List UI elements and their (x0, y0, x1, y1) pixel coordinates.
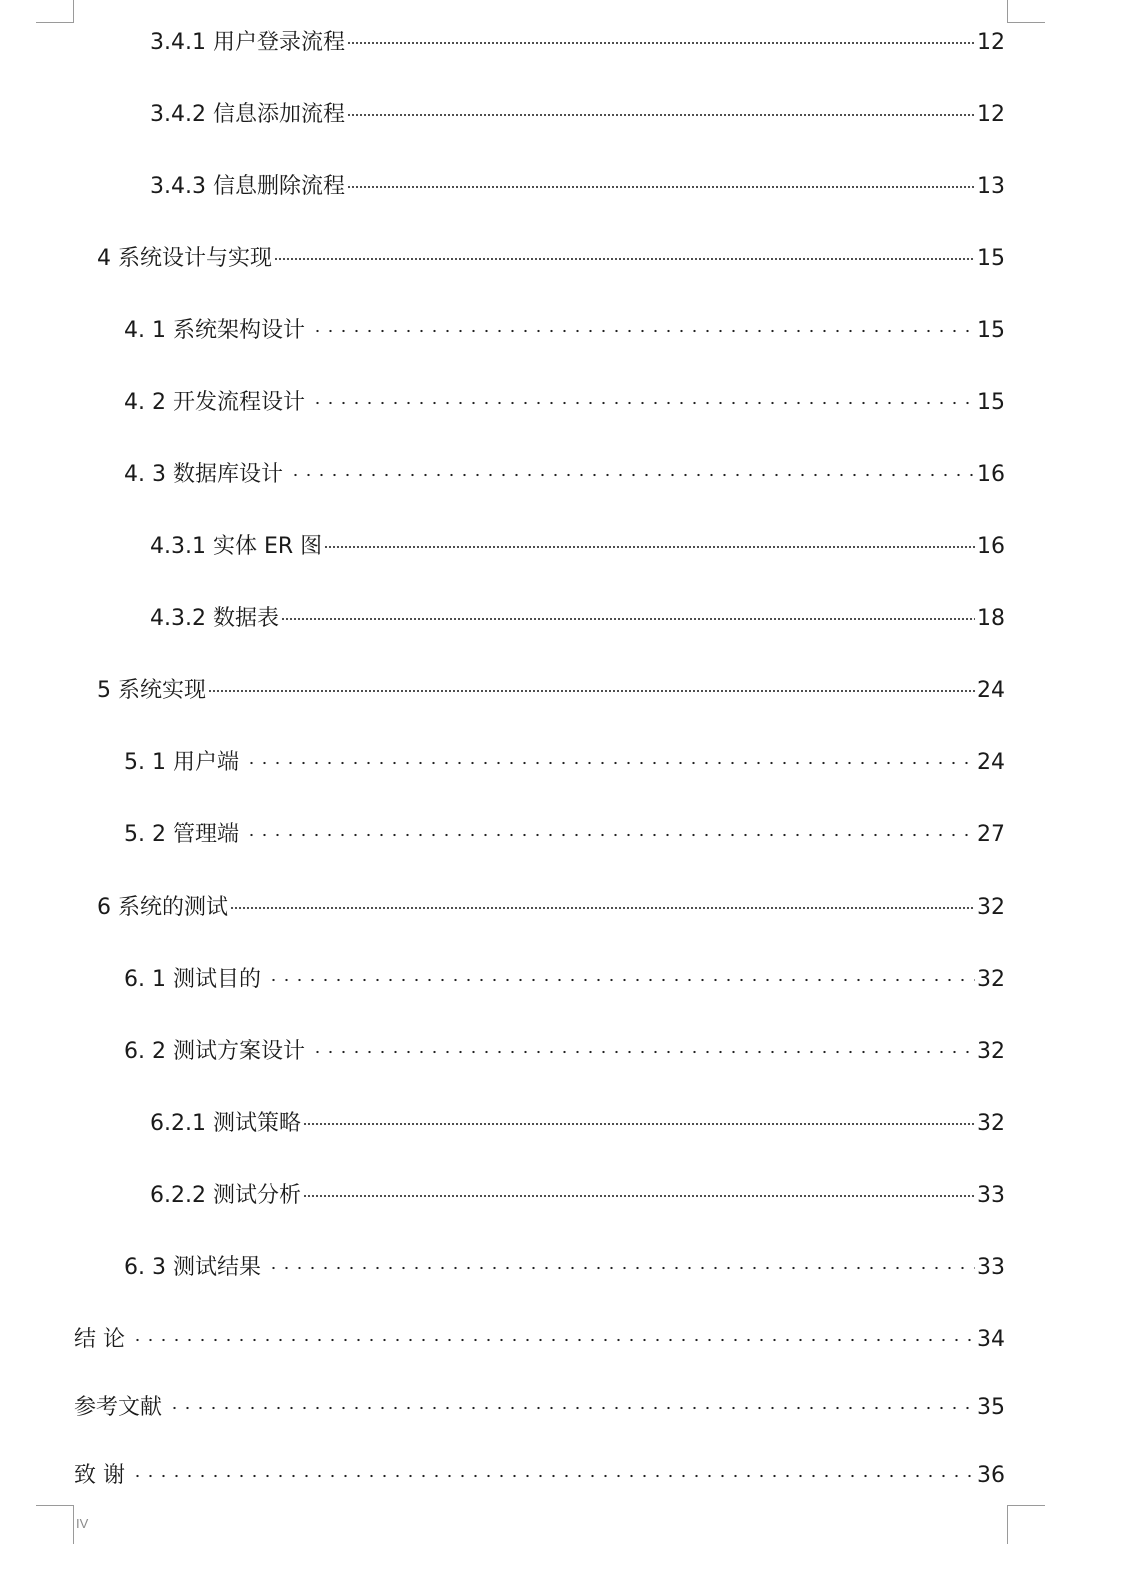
toc-entry-title: 6. 1 测试目的 (124, 967, 261, 992)
toc-dot-leader (307, 328, 975, 334)
toc-entry-page: 33 (977, 1183, 1005, 1208)
toc-dot-leader (127, 1337, 975, 1343)
toc-entry[interactable] (124, 316, 1005, 346)
toc-entry-title: 5 系统实现 (97, 678, 206, 703)
toc-entry-title: 4.3.1 实体 ER 图 (150, 534, 323, 559)
toc-entry-page: 16 (977, 534, 1005, 559)
toc-entry[interactable] (150, 1181, 1005, 1211)
toc-entry-title: 6 系统的测试 (97, 895, 228, 920)
crop-mark-bottom-right (1007, 1505, 1045, 1544)
toc-entry[interactable] (124, 460, 1005, 490)
toc-entry-page: 24 (977, 750, 1005, 775)
toc-dot-leader (307, 1049, 975, 1055)
toc-entry[interactable] (150, 100, 1005, 130)
toc-entry-page: 24 (977, 678, 1005, 703)
toc-entry-page: 15 (977, 390, 1005, 415)
toc-dot-leader (347, 112, 975, 118)
toc-entry-page: 32 (977, 895, 1005, 920)
toc-dot-leader (127, 1473, 975, 1479)
toc-entry[interactable] (74, 1325, 1005, 1355)
toc-entry[interactable] (150, 532, 1005, 562)
toc-dot-leader (347, 40, 975, 46)
toc-entry[interactable] (97, 244, 1005, 274)
toc-dot-leader (307, 400, 975, 406)
toc-dot-leader (324, 544, 975, 550)
toc-entry-title: 结 论 (74, 1327, 125, 1352)
toc-dot-leader (303, 1121, 975, 1127)
toc-entry[interactable] (74, 1461, 1005, 1491)
toc-entry-title: 4.3.2 数据表 (150, 606, 279, 631)
toc-entry-page: 13 (977, 174, 1005, 199)
toc-entry-page: 35 (977, 1395, 1005, 1420)
toc-entry[interactable] (150, 28, 1005, 58)
toc-dot-leader (230, 905, 975, 911)
toc-entry-title: 3.4.1 用户登录流程 (150, 30, 345, 55)
toc-entry[interactable] (124, 1253, 1005, 1283)
toc-entry-page: 34 (977, 1327, 1005, 1352)
toc-entry[interactable] (150, 1109, 1005, 1139)
toc-entry-title: 5. 2 管理端 (124, 822, 239, 847)
toc-entry-title: 4. 3 数据库设计 (124, 462, 283, 487)
toc-dot-leader (263, 977, 975, 983)
toc-dot-leader (274, 256, 975, 262)
toc-entry-title: 6.2.2 测试分析 (150, 1183, 301, 1208)
toc-entry-title: 5. 1 用户端 (124, 750, 239, 775)
toc-dot-leader (303, 1193, 975, 1199)
crop-mark-bottom-left (36, 1505, 74, 1544)
toc-entry[interactable] (74, 1393, 1005, 1423)
toc-entry-title: 3.4.3 信息删除流程 (150, 174, 345, 199)
toc-entry-page: 18 (977, 606, 1005, 631)
toc-entry[interactable] (124, 1037, 1005, 1067)
toc-entry[interactable] (124, 748, 1005, 778)
toc-entry-title: 6.2.1 测试策略 (150, 1111, 301, 1136)
toc-entry-title: 参考文献 (74, 1395, 163, 1420)
toc-entry[interactable] (124, 965, 1005, 995)
toc-entry-page: 32 (977, 1039, 1005, 1064)
toc-entry-title: 3.4.2 信息添加流程 (150, 102, 345, 127)
toc-dot-leader (241, 760, 975, 766)
toc-dot-leader (263, 1265, 975, 1271)
toc-dot-leader (347, 184, 975, 190)
toc-entry[interactable] (97, 676, 1005, 706)
toc-entry-page: 12 (977, 30, 1005, 55)
toc-entry-title: 致 谢 (74, 1463, 125, 1488)
toc-entry-page: 33 (977, 1255, 1005, 1280)
toc-entry-page: 16 (977, 462, 1005, 487)
toc-entry-title: 4. 1 系统架构设计 (124, 318, 305, 343)
toc-dot-leader (164, 1405, 975, 1411)
toc-entry[interactable] (124, 388, 1005, 418)
toc-entry-page: 32 (977, 1111, 1005, 1136)
toc-entry-title: 4. 2 开发流程设计 (124, 390, 305, 415)
toc-entry-title: 6. 2 测试方案设计 (124, 1039, 305, 1064)
toc-entry-title: 6. 3 测试结果 (124, 1255, 261, 1280)
toc-entry-title: 4 系统设计与实现 (97, 246, 272, 271)
toc-entry[interactable] (150, 172, 1005, 202)
toc-dot-leader (241, 832, 975, 838)
toc-entry-page: 12 (977, 102, 1005, 127)
toc-dot-leader (285, 472, 975, 478)
toc-entry-page: 36 (977, 1463, 1005, 1488)
toc-dot-leader (208, 688, 975, 694)
toc-entry-page: 27 (977, 822, 1005, 847)
toc-entry-page: 15 (977, 318, 1005, 343)
crop-mark-top-right (1007, 0, 1045, 23)
page-number-footer: IV (76, 1516, 89, 1531)
toc-dot-leader (281, 616, 975, 622)
crop-mark-top-left (36, 0, 74, 23)
toc-entry[interactable] (124, 820, 1005, 850)
toc-entry-page: 15 (977, 246, 1005, 271)
toc-entry[interactable] (97, 893, 1005, 923)
toc-entry[interactable] (150, 604, 1005, 634)
toc-entry-page: 32 (977, 967, 1005, 992)
